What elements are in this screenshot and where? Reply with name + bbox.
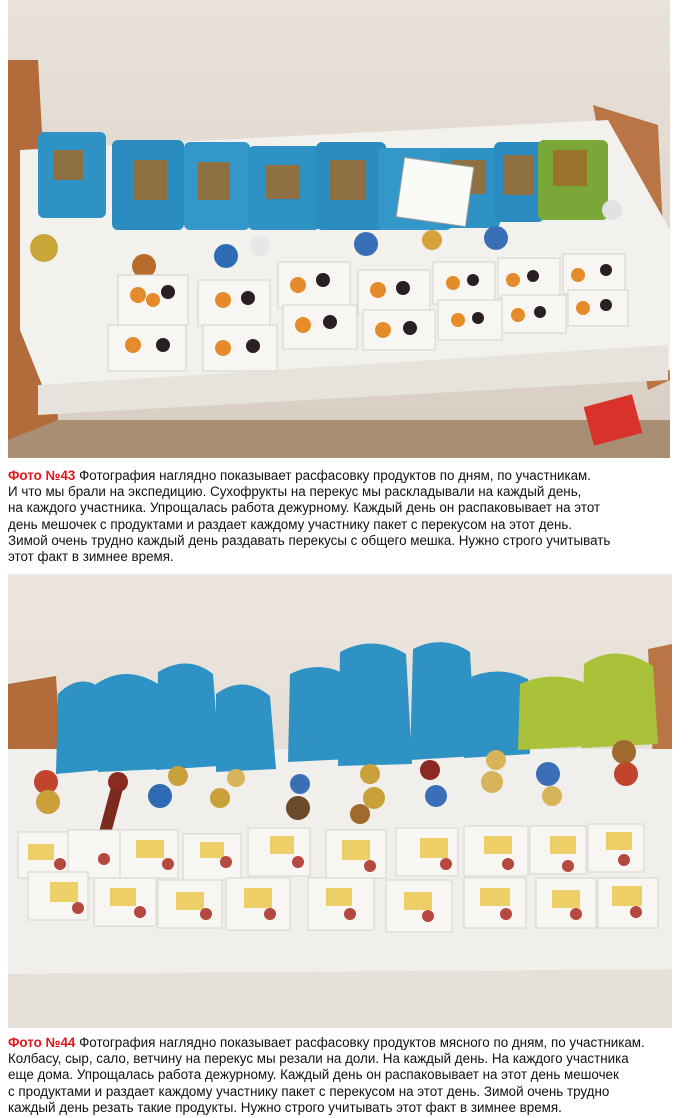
paper-sheet bbox=[396, 157, 474, 226]
photo-43-dried-fruit-packing bbox=[8, 0, 670, 458]
photo-44-label: Фото №44 bbox=[8, 1035, 76, 1050]
caption-44-line-5: каждый день резать такие продукты. Нужно строго учитывать этот факт в зимнее время. bbox=[8, 1099, 562, 1115]
caption-43-line-5: Зимой очень трудно каждый день раздавать перекусы с общего мешка. Нужно строго учитывать bbox=[8, 532, 611, 548]
caption-44-line-3: еще дома. Упрощалась работа дежурному. Каждый день он распаковывает на этот день мешочек bbox=[8, 1067, 619, 1083]
caption-43-line-1: Фото №43 Фотография наглядно показывает расфасовку продуктов по дням, по участникам. bbox=[8, 468, 591, 483]
caption-43-line-2: И что мы брали на экспедицию. Сухофрукты на перекус мы раскладывали на каждый день, bbox=[8, 484, 582, 500]
caption-photo-43 bbox=[8, 468, 698, 565]
caption-photo-44 bbox=[8, 1035, 698, 1116]
caption-44-line-4: с продуктами и раздает каждому участнику пакет с перекусом на этот день. Зимой очень трудно bbox=[8, 1083, 610, 1099]
caption-44-line-2: Колбасу, сыр, сало, ветчину на перекус мы резали на доли. На каждый день. На каждого участника bbox=[8, 1051, 629, 1067]
photo-44-meat-packing bbox=[8, 574, 672, 1028]
caption-43-line-4: день мешочек с продуктами и раздает каждому участнику пакет с перекусом на этот день. bbox=[8, 516, 573, 532]
caption-43-line-6: этот факт в зимнее время. bbox=[8, 549, 174, 565]
caption-43-line-3: на каждого участника. Упрощалась работа дежурному. Каждый день он распаковывает на этот bbox=[8, 500, 601, 516]
caption-44-line-1: Фото №44 Фотография наглядно показывает расфасовку продуктов мясного по дням, по участникам. bbox=[8, 1035, 645, 1050]
photo-43-label: Фото №43 bbox=[8, 468, 76, 483]
floor bbox=[8, 420, 670, 458]
